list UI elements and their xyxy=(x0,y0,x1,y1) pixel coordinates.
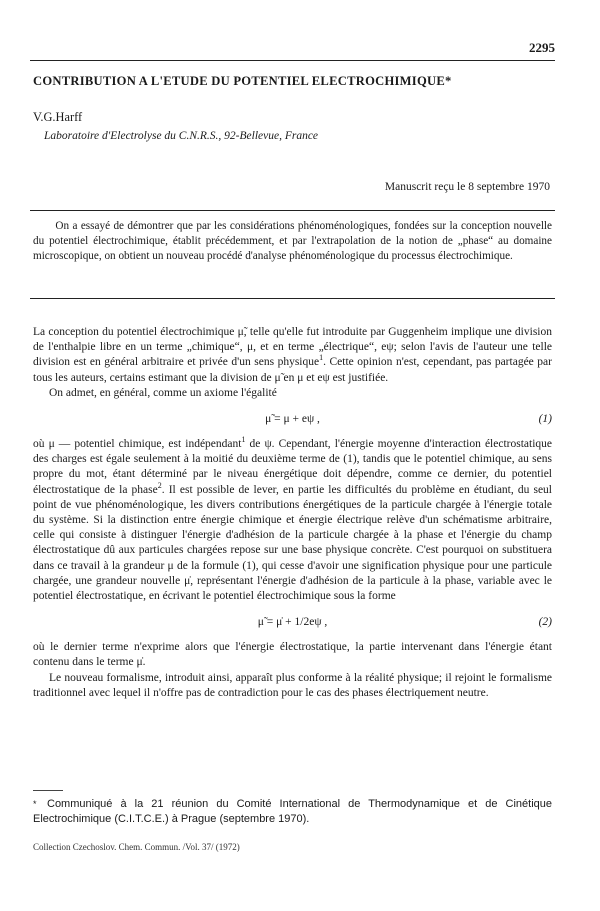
footnote xyxy=(33,797,552,827)
abstract: On a essayé de démontrer que par les considérations phénoménologiques, fondées sur la conception nouvelle du potentiel électrochimique, établit précédemment, et par l'extrapolation de la notion de „phase“ au domaine microscopique, on obtient un nouveau procédé d'analyse phénoménologique du processus électrochimique. xyxy=(33,220,552,262)
paragraph-4: où le dernier terme n'exprime alors que l'énergie électrostatique, la partie intervenant dans l'énergie étant contenu dans le terme μ̇. xyxy=(33,641,552,669)
equation-2 xyxy=(33,610,552,636)
equation-1 xyxy=(33,407,552,433)
footnote-ref: 1 xyxy=(319,353,324,363)
footnote-marker: * xyxy=(33,799,37,809)
abstract-rule-top xyxy=(30,210,555,211)
abstract-rule-bottom xyxy=(30,298,555,299)
article-title: CONTRIBUTION A L'ETUDE DU POTENTIEL ELECTROCHIMIQUE* xyxy=(33,74,452,88)
paragraph-5: Le nouveau formalisme, introduit ainsi, apparaît plus conforme à la réalité physique; il rejoint le formalisme traditionnel avec lequel il n'offre pas de contradiction pour le cas des phases électriquement neutre. xyxy=(33,671,552,699)
footnote-text: Communiqué à la 21 réunion du Comité International de Thermodynamique et de Cinétique Electrochimique (C.I.T.C.E.) à Prague (septembre 1970). xyxy=(33,798,552,825)
equation-2-number: (2) xyxy=(538,616,552,629)
equation-1-number: (1) xyxy=(538,413,552,426)
article-body xyxy=(33,325,552,701)
header-rule xyxy=(30,60,555,61)
page-number: 2295 xyxy=(529,40,555,55)
footnote-ref: 1 xyxy=(241,435,246,445)
journal-reference: Collection Czechoslov. Chem. Commun. /Vol. 37/ (1972) xyxy=(33,842,240,852)
author-affiliation: Laboratoire d'Electrolyse du C.N.R.S., 92-Bellevue, France xyxy=(44,130,319,142)
footnote-rule xyxy=(33,790,63,791)
footnote-ref: 2 xyxy=(157,480,162,490)
paragraph-2: On admet, en général, comme un axiome l'égalité xyxy=(49,386,277,399)
paragraph-1: La conception du potentiel électrochimique μ̃, telle qu'elle fut introduite par Guggenheim implique une division de l'enthalpie libre en un terme „chimique“, μ, et en terme „électrique“, eψ; selon l'avis de l'auteur une telle division est en général arbitraire et privée d'un sens physique$^1$. Cette opinion n'est, cependant, pas partagée par tous les auteurs, certains estimant que la division de μ̃ en μ et eψ est justifiée. xyxy=(33,326,552,384)
author-name: V.G.Harff xyxy=(33,110,83,124)
equation-1-formula: μ̃ = μ + eψ , xyxy=(265,413,320,426)
equation-2-formula: μ̃ = μ̇ + 1/2eψ , xyxy=(257,616,328,629)
paragraph-3: où μ — potentiel chimique, est indépendant$^1$ de ψ. Cependant, l'énergie moyenne d'interaction électrostatique des charges est égale seulement à la moitié du deuxième terme de (1), tandis que le potentiel chimique, au sens propre du mot, étant déterminé par le niveau énergétique doit dépendre, comme ce dernier, du potentiel électrostatique de la phase$^2$. Il est possible de lever, en partie les difficultés du problème en étudiant, du seul point de vue phénoménologique, les divers contributions énergétiques de la particule chargée à l'énergie totale du système. Si la distinction entre énergie chimique et énergie électrique relève d'un schématisme arbitraire, celle qui consiste à distinguer l'énergie d'adhésion de la particule chargée à la phase et l'énergie du champ électrostatique dû aux particules chargées repose sur une base physique concrète. C'est pourquoi on substituera dans ce travail à la grandeur μ de la formule (1), qui cesse d'avoir une signification physique pour une particule chargée, une grandeur nouvelle μ̇, représentant l'énergie d'adhésion de la particule à la phase, variable avec le potentiel électrostatique, en écrivant le potentiel électrochimique sous la forme xyxy=(33,435,552,603)
received-date: Manuscrit reçu le 8 septembre 1970 xyxy=(384,181,550,193)
